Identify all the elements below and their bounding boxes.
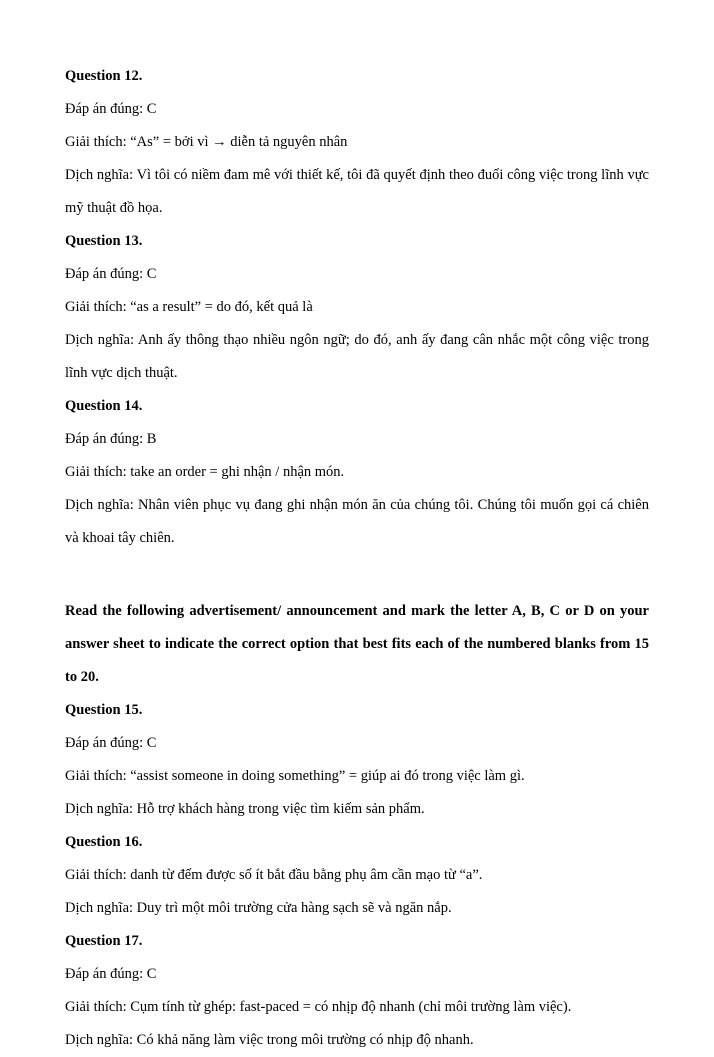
translation-line: Dịch nghĩa: Hỗ trợ khách hàng trong việc tìm kiếm sản phẩm. (65, 801, 425, 817)
question-heading: Question 15. (65, 702, 143, 718)
translation-line: Dịch nghĩa: Anh ấy thông thạo nhiều ngôn ngữ; do đó, anh ấy đang cân nhắc một công việc trong lĩnh vực dịch thuật. (65, 332, 649, 381)
question-heading: Question 14. (65, 398, 143, 414)
reading-instruction: Read the following advertisement/ announcement and mark the letter A, B, C or D on your answer sheet to indicate the correct option that best fits each of the numbered blanks from 15 to 20. (65, 603, 649, 685)
answer-line: Đáp án đúng: C (65, 101, 157, 117)
translation-line: Dịch nghĩa: Nhân viên phục vụ đang ghi nhận món ăn của chúng tôi. Chúng tôi muốn gọi cá chiên và khoai tây chiên. (65, 497, 649, 546)
question-heading: Question 12. (65, 68, 143, 84)
answer-section-question-13 (65, 225, 649, 390)
question-heading: Question 16. (65, 834, 143, 850)
explanation-line: Giải thích: danh từ đếm được số ít bắt đầu bằng phụ âm cần mạo từ “a”. (65, 867, 483, 883)
question-heading: Question 13. (65, 233, 143, 249)
answer-section-question-17 (65, 925, 649, 1057)
explanation-line: Giải thích: take an order = ghi nhận / nhận món. (65, 464, 345, 480)
answer-section-question-12 (65, 60, 649, 225)
section-spacer (65, 555, 649, 595)
explanation-line: Giải thích: “as a result” = do đó, kết quả là (65, 299, 313, 315)
explanation-line: Giải thích: “assist someone in doing something” = giúp ai đó trong việc làm gì. (65, 768, 525, 784)
answer-section-question-14 (65, 390, 649, 555)
explanation-line: Giải thích: “As” = bởi vì → diễn tả nguyên nhân (65, 134, 348, 150)
answer-section-question-15 (65, 694, 649, 826)
answer-line: Đáp án đúng: B (65, 431, 157, 447)
translation-line: Dịch nghĩa: Vì tôi có niềm đam mê với thiết kế, tôi đã quyết định theo đuổi công việc trong lĩnh vực mỹ thuật đồ họa. (65, 167, 649, 216)
answer-line: Đáp án đúng: C (65, 266, 157, 282)
explanation-line: Giải thích: Cụm tính từ ghép: fast-paced = có nhịp độ nhanh (chỉ môi trường làm việc). (65, 999, 572, 1015)
answer-line: Đáp án đúng: C (65, 735, 157, 751)
answer-section-question-16 (65, 826, 649, 925)
answer-line: Đáp án đúng: C (65, 966, 157, 982)
question-heading: Question 17. (65, 933, 143, 949)
translation-line: Dịch nghĩa: Duy trì một môi trường cửa hàng sạch sẽ và ngăn nắp. (65, 900, 452, 916)
translation-line: Dịch nghĩa: Có khả năng làm việc trong môi trường có nhịp độ nhanh. (65, 1032, 474, 1048)
